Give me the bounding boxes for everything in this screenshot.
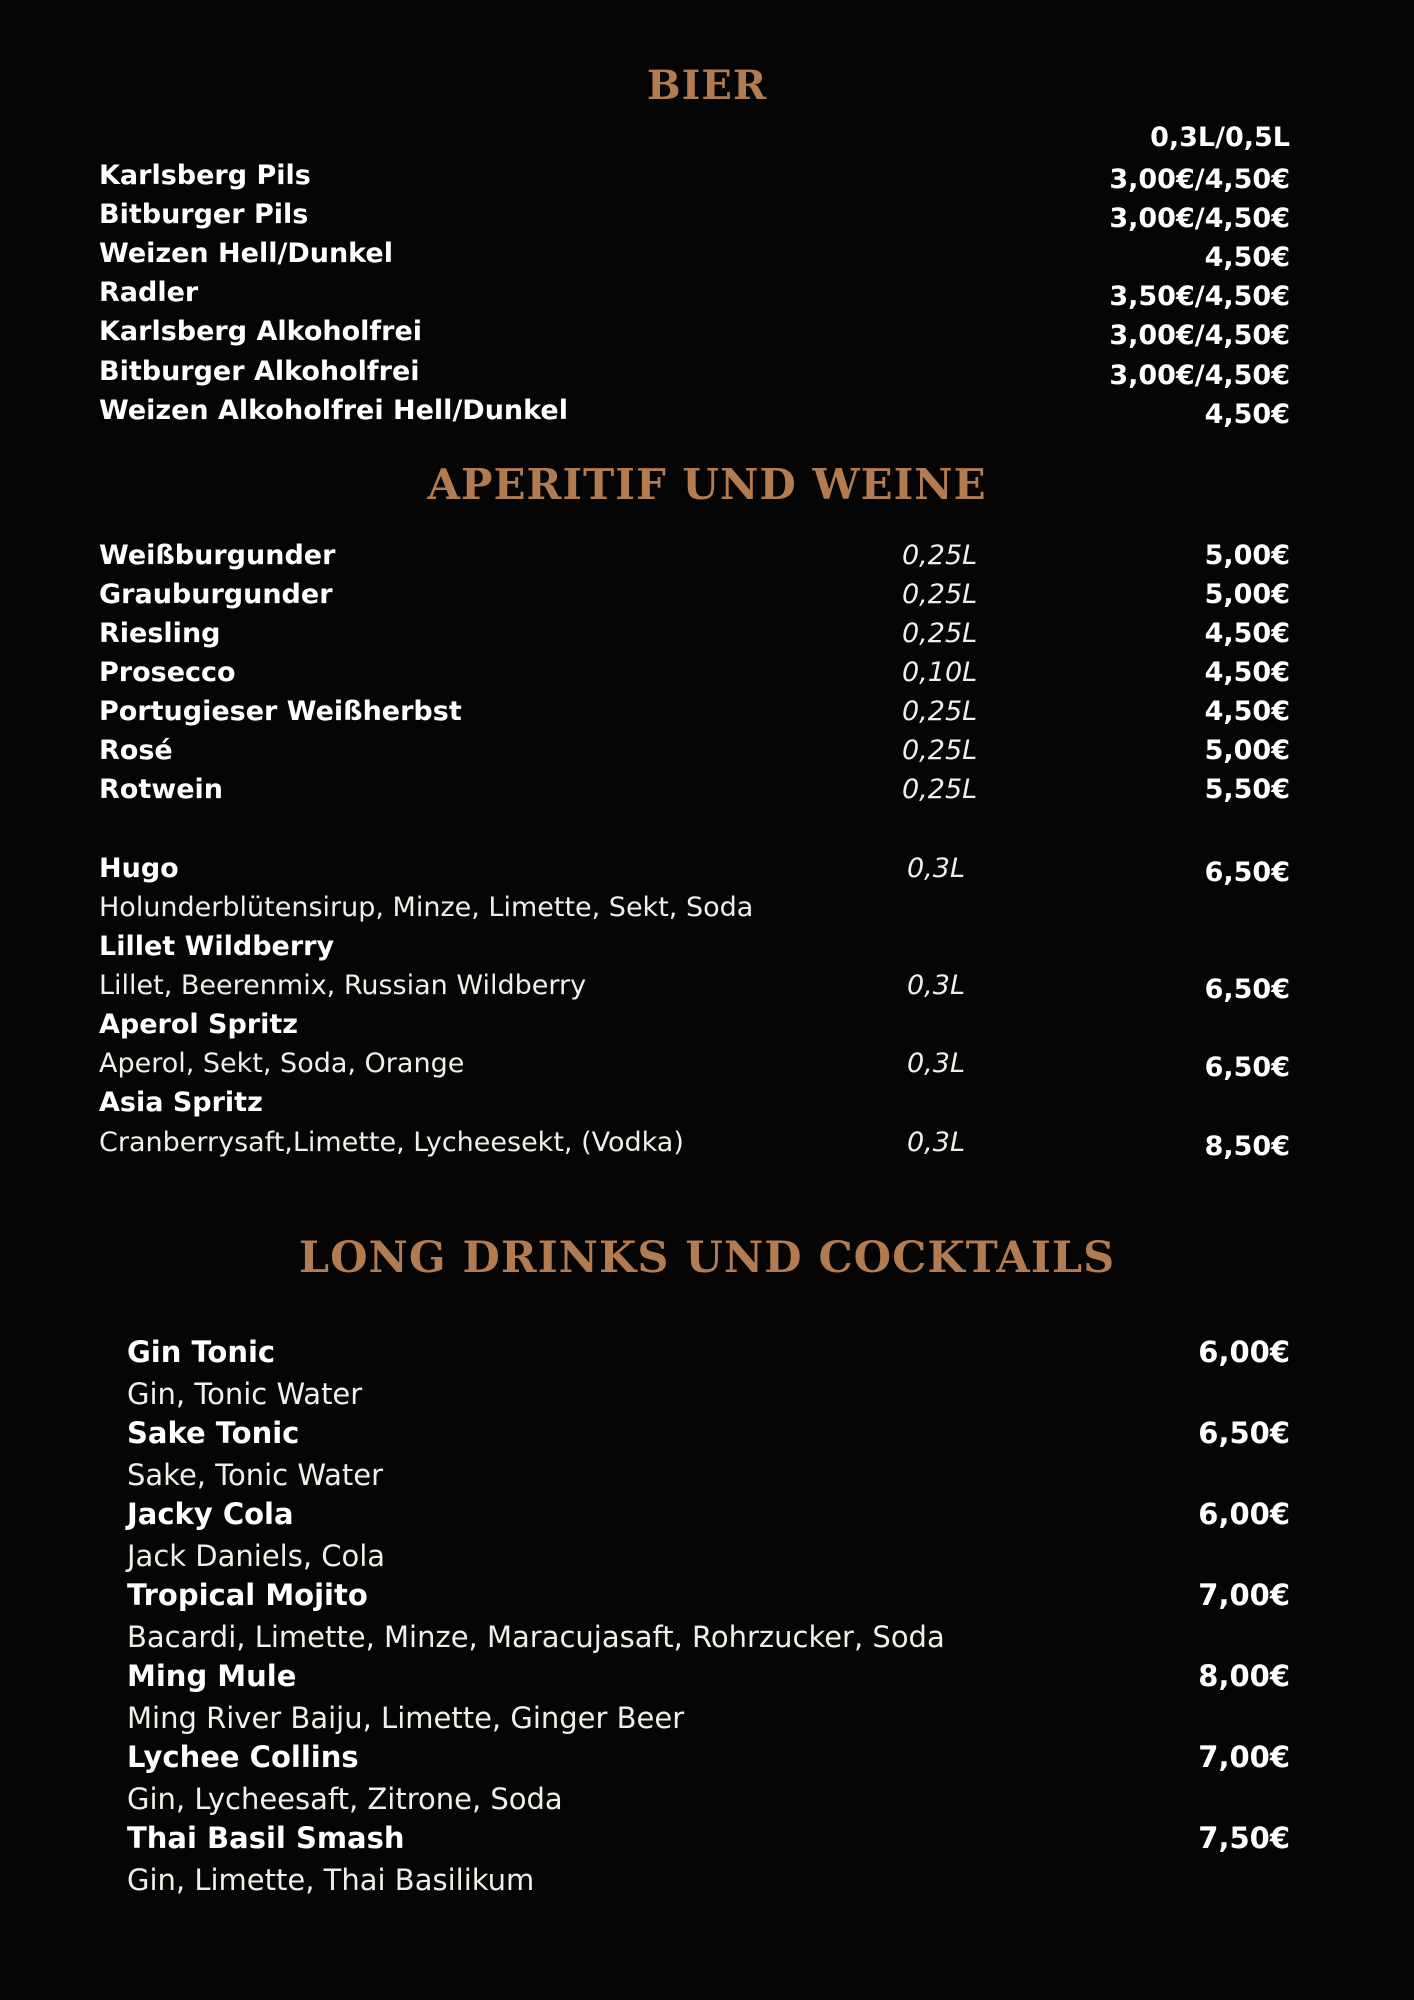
wine-item-price: 4,50€ bbox=[1204, 657, 1290, 688]
wine-item-name: Portugieser Weißherbst bbox=[99, 696, 462, 727]
bier-item-price: 3,00€/4,50€ bbox=[1109, 320, 1290, 351]
cocktail-item-price: 6,50€ bbox=[1198, 1416, 1290, 1450]
wine-item-name: Rosé bbox=[99, 735, 173, 766]
wine-item-name: Riesling bbox=[99, 618, 221, 649]
bier-item-name: Bitburger Pils bbox=[99, 199, 309, 230]
wine-item-volume: 0,25L bbox=[902, 618, 978, 649]
bier-item-price: 3,00€/4,50€ bbox=[1109, 164, 1290, 195]
bier-size-header: 0,3L/0,5L bbox=[1150, 122, 1290, 153]
bier-item-name: Bitburger Alkoholfrei bbox=[99, 356, 420, 387]
wine-item-volume: 0,10L bbox=[902, 657, 978, 688]
cocktail-item-name: Sake Tonic bbox=[127, 1416, 300, 1450]
bier-item-price: 3,00€/4,50€ bbox=[1109, 360, 1290, 391]
wine-item-volume: 0,25L bbox=[902, 774, 978, 805]
spritz-item-volume: 0,3L bbox=[907, 970, 965, 1001]
cocktail-item-price: 6,00€ bbox=[1198, 1335, 1290, 1369]
bier-item-name: Weizen Hell/Dunkel bbox=[99, 238, 393, 269]
wine-item-volume: 0,25L bbox=[902, 579, 978, 610]
wine-item-price: 4,50€ bbox=[1204, 618, 1290, 649]
cocktail-item-desc: Gin, Lycheesaft, Zitrone, Soda bbox=[127, 1782, 563, 1816]
section-title-aperitif: APERITIF UND WEINE bbox=[427, 460, 987, 509]
cocktail-item-desc: Bacardi, Limette, Minze, Maracujasaft, Rohrzucker, Soda bbox=[127, 1620, 945, 1654]
wine-item-name: Grauburgunder bbox=[99, 579, 333, 610]
bier-item-price: 3,00€/4,50€ bbox=[1109, 203, 1290, 234]
wine-item-price: 4,50€ bbox=[1204, 696, 1290, 727]
bier-item-name: Karlsberg Alkoholfrei bbox=[99, 316, 423, 347]
cocktail-item-desc: Ming River Baiju, Limette, Ginger Beer bbox=[127, 1701, 685, 1735]
spritz-item-name: Lillet Wildberry bbox=[99, 931, 335, 962]
wine-item-name: Weißburgunder bbox=[99, 540, 336, 571]
spritz-item-name: Aperol Spritz bbox=[99, 1009, 299, 1040]
cocktail-item-price: 6,00€ bbox=[1198, 1497, 1290, 1531]
bier-item-price: 3,50€/4,50€ bbox=[1109, 281, 1290, 312]
section-title-longdrinks: LONG DRINKS UND COCKTAILS bbox=[298, 1233, 1116, 1283]
cocktail-item-desc: Gin, Tonic Water bbox=[127, 1377, 363, 1411]
cocktail-item-name: Gin Tonic bbox=[127, 1335, 276, 1369]
cocktail-item-price: 7,00€ bbox=[1198, 1578, 1290, 1612]
spritz-item-volume: 0,3L bbox=[907, 1127, 965, 1158]
cocktail-item-desc: Jack Daniels, Cola bbox=[127, 1539, 386, 1573]
spritz-item-desc: Aperol, Sekt, Soda, Orange bbox=[99, 1048, 465, 1079]
wine-item-volume: 0,25L bbox=[902, 735, 978, 766]
wine-item-price: 5,00€ bbox=[1204, 735, 1290, 766]
bier-item-name: Weizen Alkoholfrei Hell/Dunkel bbox=[99, 395, 568, 426]
spritz-item-price: 8,50€ bbox=[1204, 1131, 1290, 1162]
spritz-item-price: 6,50€ bbox=[1204, 857, 1290, 888]
wine-item-price: 5,00€ bbox=[1204, 579, 1290, 610]
cocktail-item-name: Jacky Cola bbox=[127, 1497, 294, 1531]
spritz-item-desc: Cranberrysaft,Limette, Lycheesekt, (Vodka) bbox=[99, 1127, 684, 1158]
cocktail-item-desc: Sake, Tonic Water bbox=[127, 1458, 384, 1492]
wine-item-price: 5,00€ bbox=[1204, 540, 1290, 571]
spritz-item-desc: Lillet, Beerenmix, Russian Wildberry bbox=[99, 970, 587, 1001]
wine-item-name: Prosecco bbox=[99, 657, 236, 688]
cocktail-item-desc: Gin, Limette, Thai Basilikum bbox=[127, 1863, 535, 1897]
cocktail-item-price: 7,50€ bbox=[1198, 1821, 1290, 1855]
wine-item-volume: 0,25L bbox=[902, 540, 978, 571]
spritz-item-name: Asia Spritz bbox=[99, 1087, 263, 1118]
cocktail-item-name: Thai Basil Smash bbox=[127, 1821, 405, 1855]
spritz-item-price: 6,50€ bbox=[1204, 974, 1290, 1005]
spritz-item-price: 6,50€ bbox=[1204, 1052, 1290, 1083]
cocktail-item-price: 7,00€ bbox=[1198, 1740, 1290, 1774]
cocktail-item-name: Ming Mule bbox=[127, 1659, 297, 1693]
spritz-item-desc: Holunderblütensirup, Minze, Limette, Sekt, Soda bbox=[99, 892, 754, 923]
cocktail-item-price: 8,00€ bbox=[1198, 1659, 1290, 1693]
cocktail-item-name: Lychee Collins bbox=[127, 1740, 359, 1774]
bier-item-price: 4,50€ bbox=[1204, 242, 1290, 273]
bier-item-name: Karlsberg Pils bbox=[99, 160, 311, 191]
spritz-item-name: Hugo bbox=[99, 853, 179, 884]
spritz-item-volume: 0,3L bbox=[907, 853, 965, 884]
bier-item-name: Radler bbox=[99, 277, 199, 308]
section-title-bier: BIER bbox=[646, 62, 768, 109]
wine-item-name: Rotwein bbox=[99, 774, 223, 805]
cocktail-item-name: Tropical Mojito bbox=[127, 1578, 368, 1612]
spritz-item-volume: 0,3L bbox=[907, 1048, 965, 1079]
bier-item-price: 4,50€ bbox=[1204, 399, 1290, 430]
wine-item-price: 5,50€ bbox=[1204, 774, 1290, 805]
wine-item-volume: 0,25L bbox=[902, 696, 978, 727]
